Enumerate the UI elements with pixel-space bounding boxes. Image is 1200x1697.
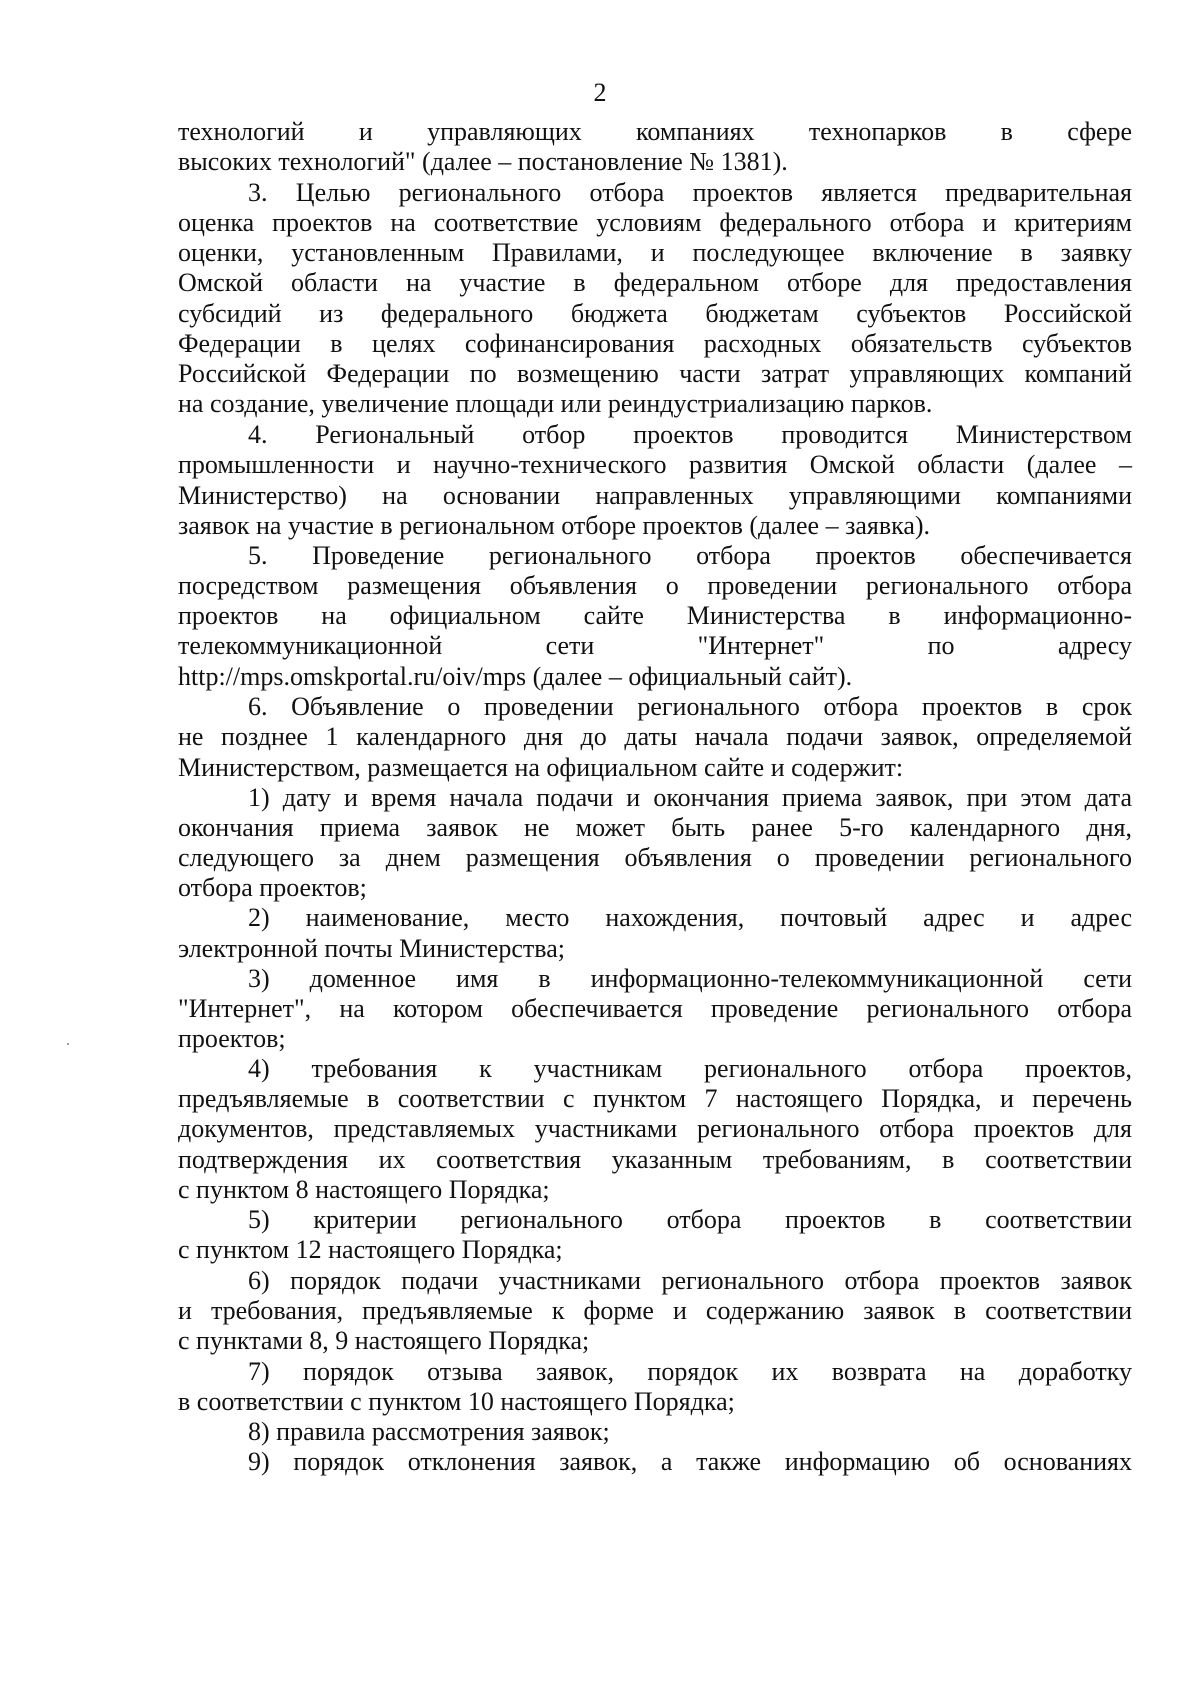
text-line: электронной почты Министерства; xyxy=(178,934,565,963)
text-line: технологий и управляющих компаниях технопарков в сфере xyxy=(178,117,1132,146)
text-line: проектов; xyxy=(178,1024,286,1053)
text-line: 3) доменное имя в информационно-телекоммуникационной сети xyxy=(248,964,1132,993)
text-line: 5. Проведение регионального отбора проектов обеспечивается xyxy=(248,541,1132,570)
text-line: 7) порядок отзыва заявок, порядок их возврата на доработку xyxy=(248,1357,1132,1386)
text-line: подтверждения их соответствия указанным требованиям, в соответствии xyxy=(178,1145,1132,1174)
text-line: оценка проектов на соответствие условиям федерального отбора и критериям xyxy=(178,208,1132,237)
text-line: проектов на официальном сайте Министерства в информационно- xyxy=(178,601,1132,630)
page-number: 2 xyxy=(593,78,607,107)
text-line: заявок на участие в региональном отборе проектов (далее – заявка). xyxy=(178,511,931,540)
text-line: 4) требования к участникам регионального отбора проектов, xyxy=(248,1054,1132,1083)
text-line: отбора проектов; xyxy=(178,873,367,902)
text-line: с пунктом 12 настоящего Порядка; xyxy=(178,1235,563,1264)
text-line: 9) порядок отклонения заявок, а также информацию об основаниях xyxy=(248,1447,1132,1476)
text-line: Министерство) на основании направленных управляющими компаниями xyxy=(178,481,1132,510)
text-line: 3. Целью регионального отбора проектов является предварительная xyxy=(248,178,1132,207)
text-line: посредством размещения объявления о проведении регионального отбора xyxy=(178,571,1132,600)
text-line: Омской области на участие в федеральном отборе для предоставления xyxy=(178,268,1132,297)
text-line: Российской Федерации по возмещению части затрат управляющих компаний xyxy=(178,359,1132,388)
text-line: 6. Объявление о проведении регионального отбора проектов в срок xyxy=(248,692,1132,721)
text-line: оценки, установленным Правилами, и последующее включение в заявку xyxy=(178,238,1132,267)
text-line: с пунктами 8, 9 настоящего Порядка; xyxy=(178,1326,590,1355)
text-line: документов, представляемых участниками регионального отбора проектов для xyxy=(178,1114,1132,1143)
text-line: 6) порядок подачи участниками регионального отбора проектов заявок xyxy=(248,1266,1132,1295)
text-line: с пунктом 8 настоящего Порядка; xyxy=(178,1175,550,1204)
text-line: не позднее 1 календарного дня до даты начала подачи заявок, определяемой xyxy=(178,722,1132,751)
text-line: телекоммуникационной сети "Интернет" по адресу xyxy=(178,631,1132,660)
text-line: http://mps.omskportal.ru/oiv/mps (далее – официальный сайт). xyxy=(178,662,853,691)
text-line: следующего за днем размещения объявления о проведении регионального xyxy=(178,843,1132,872)
text-line: промышленности и научно-технического развития Омской области (далее – xyxy=(178,450,1132,479)
text-line: 4. Региональный отбор проектов проводится Министерством xyxy=(248,420,1132,449)
text-line: в соответствии с пунктом 10 настоящего Порядка; xyxy=(178,1387,735,1416)
text-line: 8) правила рассмотрения заявок; xyxy=(248,1417,610,1446)
text-line: высоких технологий" (далее – постановление № 1381). xyxy=(178,147,788,176)
text-line: "Интернет", на котором обеспечивается проведение регионального отбора xyxy=(178,994,1132,1023)
text-line: субсидий из федерального бюджета бюджетам субъектов Российской xyxy=(178,299,1132,328)
text-line: и требования, предъявляемые к форме и содержанию заявок в соответствии xyxy=(178,1296,1132,1325)
text-line: Федерации в целях софинансирования расходных обязательств субъектов xyxy=(178,329,1132,358)
text-line: окончания приема заявок не может быть ранее 5-го календарного дня, xyxy=(178,813,1132,842)
text-line: Министерством, размещается на официальном сайте и содержит: xyxy=(178,753,904,782)
text-line: 2) наименование, место нахождения, почтовый адрес и адрес xyxy=(248,903,1132,932)
text-line: на создание, увеличение площади или реиндустриализацию парков. xyxy=(178,389,933,418)
scan-artifact xyxy=(67,1043,69,1045)
text-line: предъявляемые в соответствии с пунктом 7 настоящего Порядка, и перечень xyxy=(178,1084,1132,1113)
text-line: 1) дату и время начала подачи и окончания приема заявок, при этом дата xyxy=(248,783,1132,812)
text-line: 5) критерии регионального отбора проектов в соответствии xyxy=(248,1205,1132,1234)
